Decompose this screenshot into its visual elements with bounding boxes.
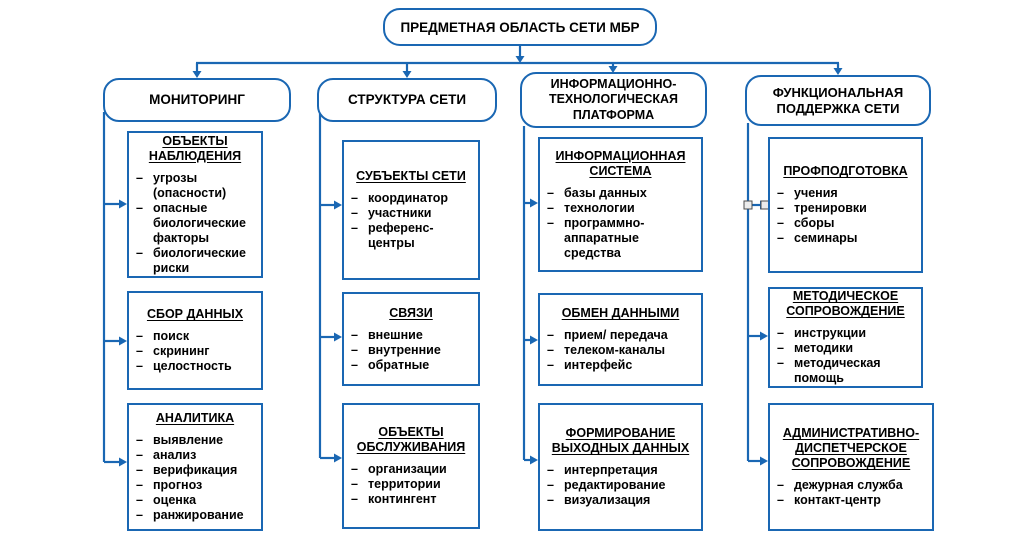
dash-marker: – [351, 191, 358, 205]
dash-marker: – [136, 359, 143, 373]
list-item-label: методическая помощь [794, 356, 881, 385]
list-item-label: сборы [794, 216, 835, 230]
list-item [136, 329, 259, 344]
dash-marker: – [547, 200, 554, 215]
list-item-label: ранжирование [153, 508, 244, 522]
node-title: МЕТОДИЧЕСКОЕ СОПРОВОЖДЕНИЕ [786, 289, 905, 318]
dash-marker: – [777, 356, 784, 370]
node-title: ОБЪЕКТЫ ОБСЛУЖИВАНИЯ [356, 425, 466, 454]
dash-marker: – [136, 448, 143, 462]
list-item [547, 478, 699, 493]
list-item [136, 493, 259, 508]
list-item [547, 201, 699, 216]
list-item [136, 201, 259, 246]
list-item-label: референс-центры [368, 221, 434, 250]
list-item [351, 206, 476, 221]
dash-marker: – [777, 186, 784, 200]
dash-marker: – [136, 478, 143, 492]
list-item-label: редактирование [564, 478, 666, 492]
list-item-label: территории [368, 477, 441, 491]
list-item-label: поиск [153, 329, 190, 343]
list-item [547, 343, 699, 358]
dash-marker: – [547, 343, 554, 357]
list-item-label: координатор [368, 191, 449, 205]
dash-marker: – [777, 216, 784, 230]
list-item-label: верификация [153, 463, 238, 477]
node-title: СУБЪЕКТЫ СЕТИ [356, 169, 466, 183]
list-item [777, 216, 919, 231]
node-output-data-generation [538, 403, 703, 531]
node-analytics [127, 403, 263, 531]
list-item [777, 341, 919, 356]
list-item [777, 326, 919, 341]
column-header-network-structure: СТРУКТУРА СЕТИ [317, 78, 497, 122]
list-item-label: обратные [368, 357, 430, 372]
node-title: ПРОФПОДГОТОВКА [783, 164, 908, 178]
list-item [136, 463, 259, 478]
list-item-label: дежурная служба [794, 478, 903, 492]
dash-marker: – [351, 357, 358, 372]
node-service-objects [342, 403, 480, 529]
list-item-label: биологические риски [153, 245, 246, 275]
list-item [547, 463, 699, 478]
dash-marker: – [351, 327, 358, 342]
list-item [777, 493, 930, 508]
items-list [344, 328, 478, 373]
dash-marker: – [136, 170, 143, 185]
list-item [777, 201, 919, 216]
dash-marker: – [777, 341, 784, 355]
items-list [129, 329, 261, 374]
list-item-label: целостность [153, 359, 232, 373]
node-title: ФОРМИРОВАНИЕ ВЫХОДНЫХ ДАННЫХ [551, 426, 690, 455]
items-list [770, 326, 921, 386]
list-item-label: программно-аппаратные средства [564, 215, 645, 260]
node-title: СВЯЗИ [389, 305, 433, 320]
node-title: АНАЛИТИКА [155, 411, 235, 425]
list-item-label: скрининг [153, 344, 210, 358]
column-header-monitoring: МОНИТОРИНГ [103, 78, 291, 122]
list-item-label: анализ [153, 448, 197, 462]
connector-endpoint-handle-icon [744, 201, 752, 209]
items-list [770, 186, 921, 246]
list-item-label: визуализация [564, 493, 651, 507]
dash-marker: – [547, 215, 554, 230]
node-professional-training [768, 137, 923, 273]
list-item [351, 221, 476, 251]
list-item-label: угрозы (опасности) [153, 170, 227, 200]
node-data-exchange [538, 293, 703, 386]
list-item [777, 231, 919, 246]
node-methodical-support [768, 287, 923, 388]
list-item [351, 191, 476, 206]
list-item-label: прогноз [153, 478, 203, 492]
node-title: ОБЪЕКТЫ НАБЛЮДЕНИЯ [148, 133, 242, 163]
list-item [136, 344, 259, 359]
list-item [777, 478, 930, 493]
list-item [777, 186, 919, 201]
items-list [540, 463, 701, 508]
list-item [547, 328, 699, 343]
list-item-label: семинары [794, 231, 858, 245]
dash-marker: – [777, 326, 784, 340]
dash-marker: – [547, 328, 554, 342]
node-information-system [538, 137, 703, 272]
list-item-label: выявление [153, 433, 224, 447]
dash-marker: – [351, 206, 358, 220]
node-observation-objects [127, 131, 263, 278]
column-header-functional-support: ФУНКЦИОНАЛЬНАЯ ПОДДЕРЖКА СЕТИ [745, 75, 931, 126]
items-list [344, 191, 478, 251]
column-header-it-platform: ИНФОРМАЦИОННО-ТЕХНОЛОГИЧЕСКАЯ ПЛАТФОРМА [520, 72, 707, 128]
list-item-label: учения [794, 186, 838, 200]
items-list [540, 186, 701, 261]
node-title: ОБМЕН ДАННЫМИ [561, 306, 680, 320]
dash-marker: – [136, 200, 143, 215]
items-list [344, 462, 478, 507]
list-item [547, 358, 699, 373]
dash-marker: – [351, 462, 358, 476]
list-item-label: опасные биологические факторы [153, 200, 246, 245]
list-item [136, 246, 259, 276]
dash-marker: – [136, 493, 143, 507]
dash-marker: – [351, 221, 358, 235]
node-title: АДМИНИСТРАТИВНО-ДИСПЕТЧЕРСКОЕ СОПРОВОЖДЕНИЕ [782, 426, 920, 470]
list-item-label: контингент [368, 492, 437, 506]
list-item [547, 216, 699, 261]
node-links [342, 292, 480, 386]
dash-marker: – [777, 478, 784, 492]
dash-marker: – [777, 201, 784, 215]
dash-marker: – [547, 493, 554, 507]
list-item-label: интерфейс [564, 358, 633, 372]
list-item-label: телеком-каналы [564, 343, 666, 357]
list-item-label: инструкции [794, 326, 867, 340]
list-item [136, 448, 259, 463]
list-item-label: технологии [564, 200, 635, 215]
list-item [351, 358, 476, 373]
node-data-collection [127, 291, 263, 390]
list-item [547, 186, 699, 201]
node-title: СБОР ДАННЫХ [146, 307, 244, 321]
items-list [770, 478, 932, 508]
dash-marker: – [547, 185, 554, 200]
dash-marker: – [136, 463, 143, 477]
dash-marker: – [136, 344, 143, 358]
list-item-label: интерпретация [564, 463, 658, 477]
list-item [351, 328, 476, 343]
dash-marker: – [351, 342, 358, 357]
list-item [777, 356, 919, 386]
list-item-label: контакт-центр [794, 493, 881, 507]
node-title: ИНФОРМАЦИОННАЯ СИСТЕМА [555, 148, 686, 178]
list-item-label: прием/ передача [564, 328, 668, 342]
list-item [351, 477, 476, 492]
node-network-subjects [342, 140, 480, 280]
dash-marker: – [136, 433, 143, 447]
dash-marker: – [351, 477, 358, 491]
root-node: ПРЕДМЕТНАЯ ОБЛАСТЬ СЕТИ МБР [383, 8, 657, 46]
list-item [136, 508, 259, 523]
dash-marker: – [136, 245, 143, 260]
items-list [129, 433, 261, 523]
list-item-label: базы данных [564, 185, 647, 200]
list-item [136, 478, 259, 493]
list-item-label: внутренние [368, 342, 441, 357]
dash-marker: – [136, 508, 143, 522]
dash-marker: – [547, 463, 554, 477]
list-item [351, 462, 476, 477]
dash-marker: – [136, 329, 143, 343]
list-item [547, 493, 699, 508]
dash-marker: – [547, 478, 554, 492]
list-item [136, 359, 259, 374]
dash-marker: – [777, 493, 784, 507]
list-item-label: тренировки [794, 201, 867, 215]
dash-marker: – [547, 358, 554, 372]
list-item [136, 433, 259, 448]
items-list [129, 171, 261, 276]
list-item [136, 171, 259, 201]
list-item [351, 343, 476, 358]
items-list [540, 328, 701, 373]
list-item-label: организации [368, 462, 447, 476]
list-item-label: участники [368, 206, 432, 220]
list-item-label: внешние [368, 327, 423, 342]
list-item-label: методики [794, 341, 854, 355]
list-item [351, 492, 476, 507]
dash-marker: – [777, 231, 784, 245]
node-administrative-dispatch-support [768, 403, 934, 531]
list-item-label: оценка [153, 493, 197, 507]
dash-marker: – [351, 492, 358, 506]
